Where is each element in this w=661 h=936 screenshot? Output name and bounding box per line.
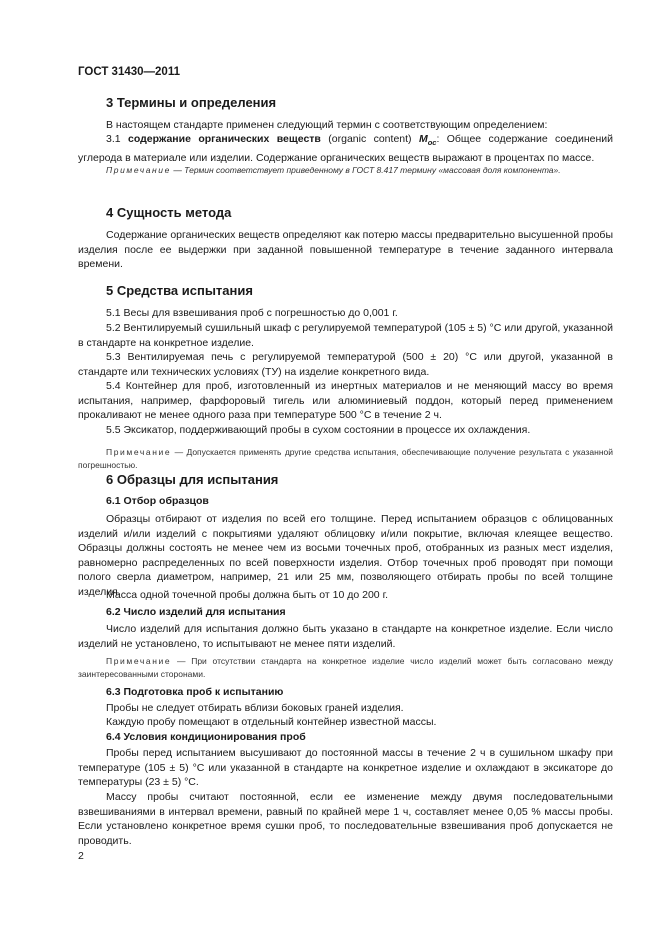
note-label: Примечание: [106, 656, 172, 666]
subsection-6-1-heading: 6.1 Отбор образцов: [106, 495, 209, 507]
definition-text: : Общее содержание соединений углерода в материале или изделии. Содержание органических веществ выражают в процентах по массе.: [78, 133, 614, 164]
item-5-4: 5.4 Контейнер для проб, изготовленный из инертных материалов и не меняющий массу во время испытания, например, фарфоровый тигель или алюминиевый поддон, который перед применением прокаливают не менее одного раза при температуре 500 °С в течение 2 ч.: [78, 380, 613, 421]
note-label: Примечание: [106, 447, 172, 457]
definition-number: 3.1: [106, 133, 121, 145]
section-3-heading: 3 Термины и определения: [106, 95, 277, 110]
subsection-6-1-mass: Масса одной точечной пробы должна быть от 10 до 200 г.: [106, 589, 389, 601]
page-number: 2: [78, 850, 84, 862]
subsection-6-4-text-1: Пробы перед испытанием высушивают до постоянной массы в течение 2 ч в сушильном шкафу при температуре (105 ± 5) °С или указанной в стандарте на конкретное изделие и охлаждают в эксикаторе до температуры (23 ± 5) °С.: [78, 747, 613, 788]
section-6-heading: 6 Образцы для испытания: [106, 472, 279, 487]
section-3-intro: В настоящем стандарте применен следующий термин с соответствующим определением:: [106, 119, 548, 131]
note-text: — Термин соответствует приведенному в ГОСТ 8.417 термину «массовая доля компонента».: [170, 165, 561, 175]
subsection-6-3-heading: 6.3 Подготовка проб к испытанию: [106, 686, 284, 698]
definition-3-1: [78, 132, 613, 165]
subsection-6-1-text: Образцы отбирают от изделия по всей его толщине. Перед испытанием образцов с облицованных изделий и/или изделий с покрытиями удаляют облицовку и/или покрытие, включая клеящее вещество. Образцы должны состоять не менее чем из восьми точечных проб, отобранных из разных мест изделия, равномерно распределенных по всей поверхности изделия. Отбор точечных проб проводят при помощи полого сверла диаметром, например, 21 или 25 мм, позволяющего отбирать пробы по всей толщине изделия.: [78, 513, 613, 598]
subsection-6-4-text-2: Массу пробы считают постоянной, если ее изменение между двумя последовательными взвешиваниями в интервал времени, равный по крайней мере 1 ч, составляет менее 0,05 % массы пробы. Если установлено конкретное время сушки проб, то последовательные взвешивания проб допускается не проводить.: [78, 791, 613, 847]
section-4-text: Содержание органических веществ определяют как потерю массы предварительно высушенной пробы изделия после ее выдержки при заданной повышенной температуре в течение заданного интервала времени.: [78, 229, 613, 270]
item-5-2: 5.2 Вентилируемый сушильный шкаф с регулируемой температурой (105 ± 5) °С или другой, указанной в стандарте на конкретное изделие.: [78, 322, 614, 349]
subsection-6-4-heading: 6.4 Условия кондиционирования проб: [106, 731, 306, 743]
section-5-note: [78, 446, 613, 472]
note-text: — При отсутствии стандарта на конкретное изделие число изделий может быть согласовано между заинтересованными сторонами.: [78, 656, 613, 679]
definition-symbol: M: [418, 133, 428, 145]
item-5-3: 5.3 Вентилируемая печь с регулируемой температурой (500 ± 20) °С или другой, указанной в стандарте или технических условиях (ТУ) на изделие конкретного вида.: [78, 351, 613, 378]
note-text: — Допускается применять другие средства испытания, обеспечивающие получение результата с указанной погрешностью.: [78, 447, 613, 470]
subsection-6-3-text-2: Каждую пробу помещают в отдельный контейнер известной массы.: [106, 716, 437, 728]
standard-designation: ГОСТ 31430—2011: [78, 66, 180, 78]
definition-term: содержание органических веществ: [128, 133, 321, 145]
definition-symbol-sub: ос: [427, 138, 437, 148]
definition-term-en: (organic content): [328, 133, 412, 145]
section-4-heading: 4 Сущность метода: [106, 205, 232, 220]
item-5-1: 5.1 Весы для взвешивания проб с погрешностью до 0,001 г.: [106, 307, 398, 319]
subsection-6-3-text-1: Пробы не следует отбирать вблизи боковых граней изделия.: [106, 702, 404, 714]
subsection-6-2-note: [78, 655, 613, 681]
section-3-note: [78, 164, 613, 177]
note-label: Примечание: [106, 165, 171, 175]
item-5-5: 5.5 Эксикатор, поддерживающий пробы в сухом состоянии в процессе их охлаждения.: [106, 424, 531, 436]
subsection-6-2-text: Число изделий для испытания должно быть указано в стандарте на конкретное изделие. Если число изделий не установлено, то испытывают не менее пяти изделий.: [78, 623, 613, 650]
section-5-heading: 5 Средства испытания: [106, 283, 253, 298]
subsection-6-2-heading: 6.2 Число изделий для испытания: [106, 606, 286, 618]
